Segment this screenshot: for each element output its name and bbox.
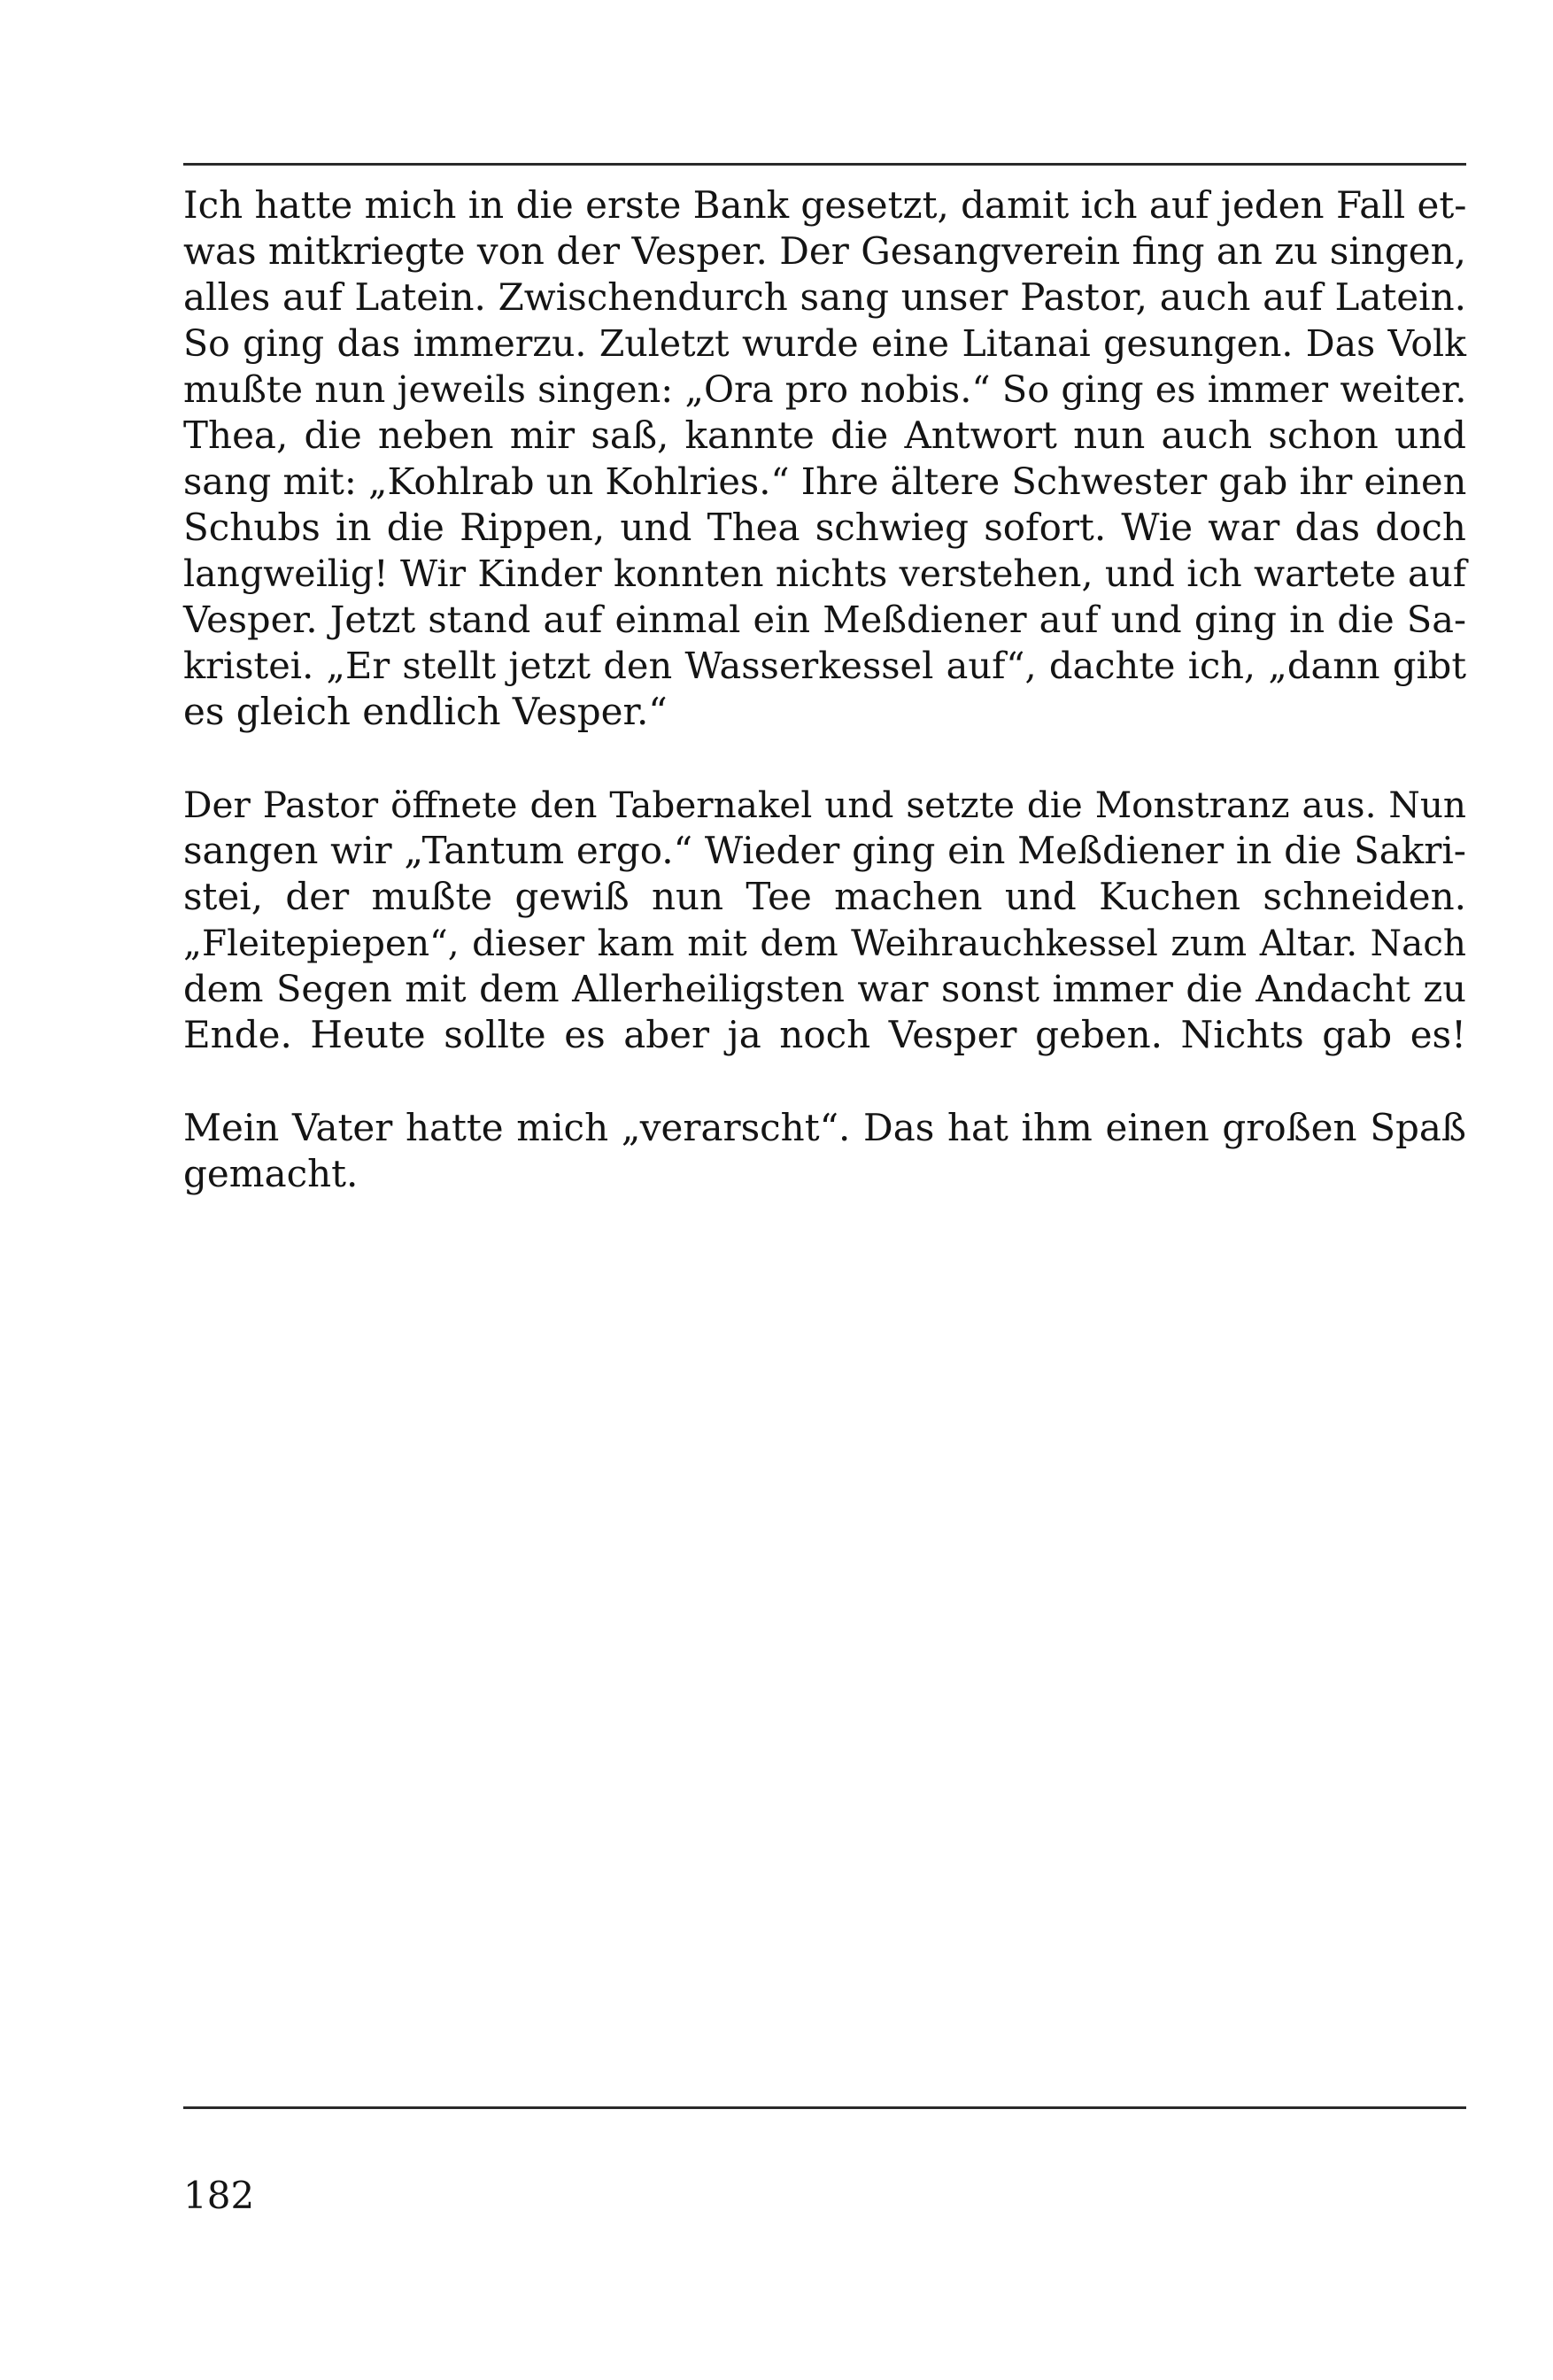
bottom-rule — [183, 2106, 1466, 2109]
text-line: „Fleitepiepen“, dieser kam mit dem Weihrauchkessel zum Altar. Nach — [183, 922, 1466, 964]
text-line: es gleich endlich Vesper.“ — [183, 690, 668, 733]
page-number: 182 — [183, 2174, 255, 2217]
text-line: alles auf Latein. Zwischendurch sang unser Pastor, auch auf Latein. — [183, 275, 1466, 319]
text-line: stei, der mußte gewiß nun Tee machen und Kuchen schneiden. — [183, 875, 1466, 918]
paragraph-1 — [183, 182, 1466, 735]
body-text — [183, 182, 1466, 1197]
paragraph-2 — [183, 782, 1466, 1058]
text-line: So ging das immerzu. Zuletzt wurde eine Litanai gesungen. Das Volk — [183, 322, 1466, 365]
text-line: dem Segen mit dem Allerheiligsten war sonst immer die Andacht zu — [183, 967, 1466, 1010]
top-rule — [183, 163, 1466, 166]
text-line: was mitkriegte von der Vesper. Der Gesangverein fing an zu singen, — [183, 229, 1466, 273]
text-line: Mein Vater hatte mich „verarscht“. Das hat ihm einen großen Spaß — [183, 1106, 1466, 1149]
paragraph-gap — [183, 1058, 1466, 1105]
paragraph-3 — [183, 1105, 1466, 1197]
text-line: Vesper. Jetzt stand auf einmal ein Meßdiener auf und ging in die Sa- — [183, 598, 1466, 641]
text-line: Ich hatte mich in die erste Bank gesetzt, damit ich auf jeden Fall et- — [183, 183, 1467, 227]
text-line: langweilig! Wir Kinder konnten nichts verstehen, und ich wartete auf — [183, 552, 1466, 595]
text-line: kristei. „Er stellt jetzt den Wasserkessel auf“, dachte ich, „dann gibt — [183, 644, 1466, 687]
text-line: Ende. Heute sollte es aber ja noch Vesper geben. Nichts gab es! — [183, 1013, 1466, 1056]
text-line: sangen wir „Tantum ergo.“ Wieder ging ein Meßdiener in die Sakri- — [183, 829, 1466, 872]
text-line: Der Pastor öffnete den Tabernakel und setzte die Monstranz aus. Nun — [183, 784, 1466, 826]
paragraph-gap — [183, 735, 1466, 782]
text-line: Thea, die neben mir saß, kannte die Antwort nun auch schon und — [183, 413, 1466, 457]
text-line: mußte nun jeweils singen: „Ora pro nobis.“ So ging es immer weiter. — [183, 367, 1467, 411]
text-line: Schubs in die Rippen, und Thea schwieg sofort. Wie war das doch — [183, 506, 1466, 549]
text-line: gemacht. — [183, 1152, 359, 1195]
text-line: sang mit: „Kohlrab un Kohlries.“ Ihre ältere Schwester gab ihr einen — [183, 460, 1467, 503]
